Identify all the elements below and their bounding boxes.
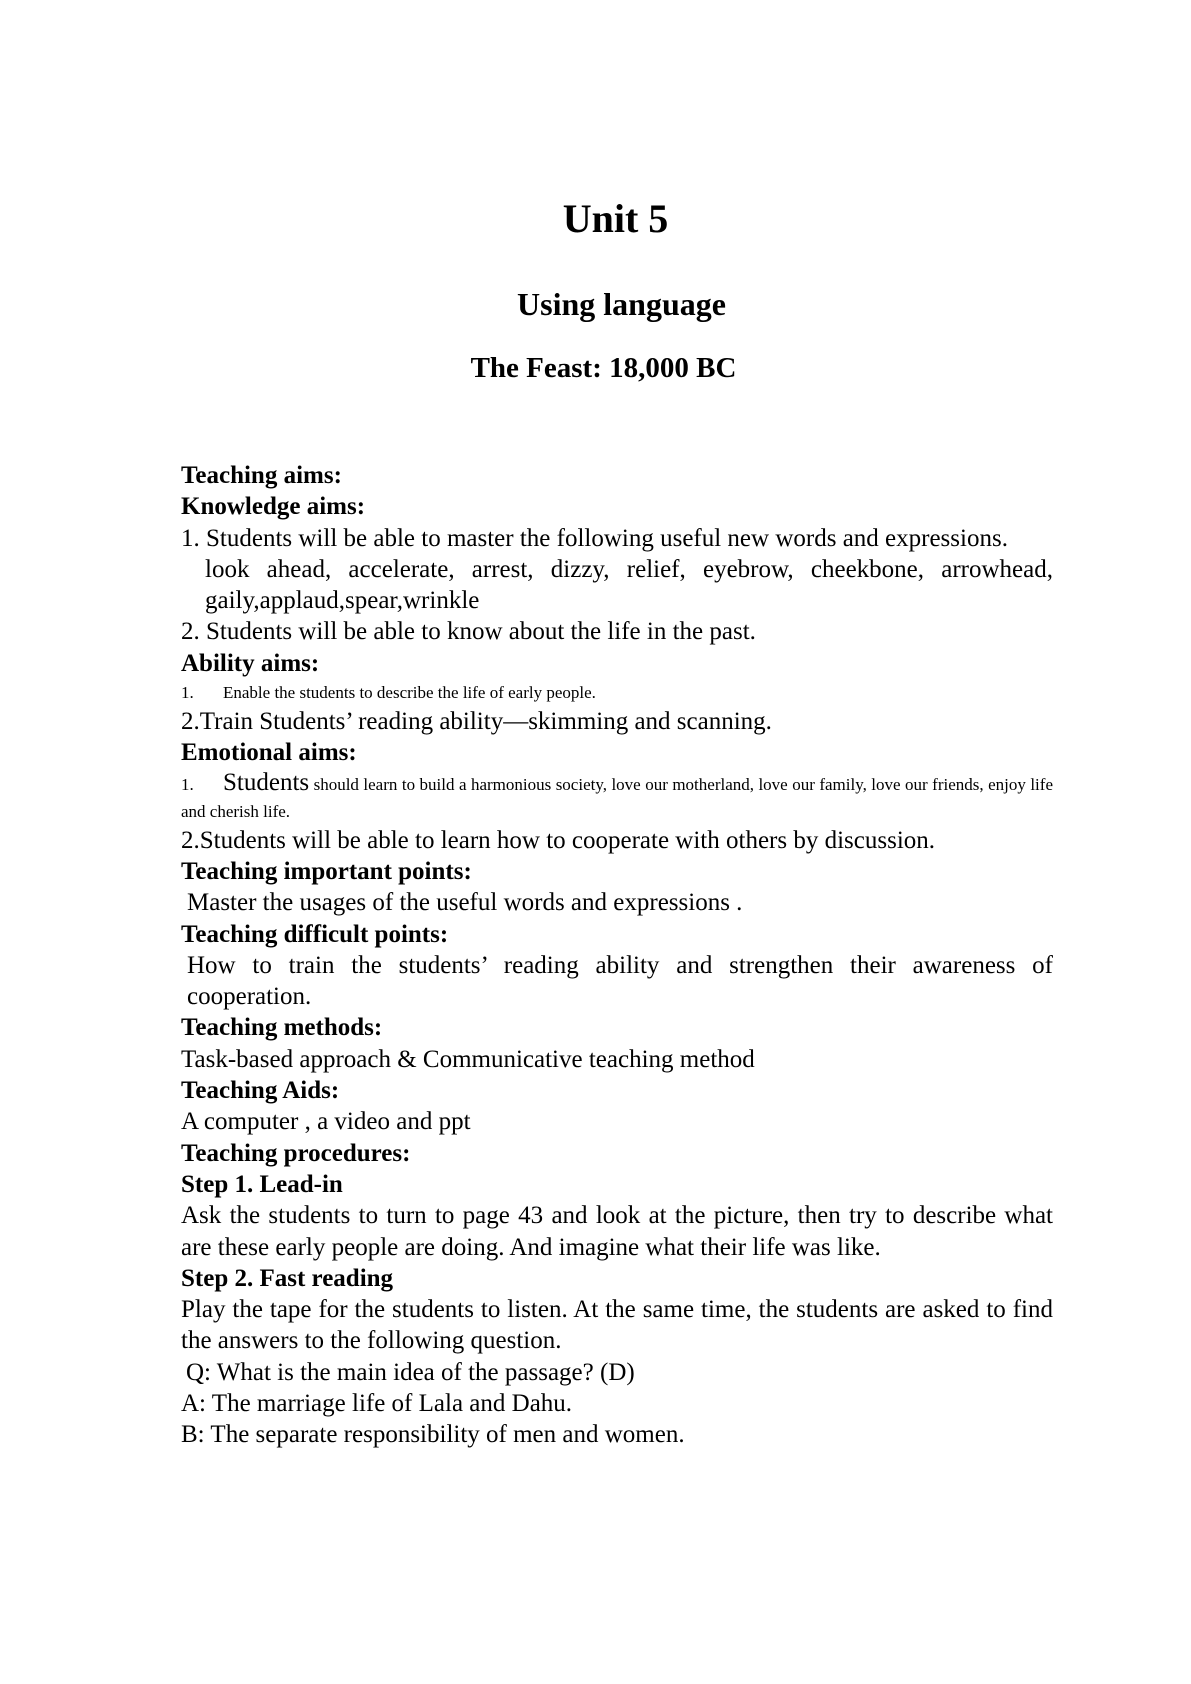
- heading-emotional-aims: Emotional aims:: [181, 739, 357, 767]
- teaching-methods-text: Task-based approach & Communicative teaching method: [181, 1045, 755, 1073]
- heading-ability-aims: Ability aims:: [181, 649, 320, 677]
- option-b: B: The separate responsibility of men and women.: [181, 1421, 685, 1449]
- section-subtitle: Using language: [517, 286, 726, 322]
- ability-aim-1-number: 1.: [181, 683, 194, 703]
- emotional-aim-2: 2.Students will be able to learn how to cooperate with others by discussion.: [181, 826, 936, 854]
- knowledge-aim-2: 2. Students will be able to know about the life in the past.: [181, 618, 756, 646]
- heading-knowledge-aims: Knowledge aims:: [181, 493, 366, 521]
- emotional-aim-1: [181, 769, 1053, 825]
- unit-title: Unit 5: [562, 196, 669, 241]
- vocabulary-list: look ahead, accelerate, arrest, dizzy, relief, eyebrow, cheekbone, arrowhead, gaily,applaud,spear,wrinkle: [205, 555, 1053, 615]
- emotional-aim-1-text: should learn to build a harmonious society, love our motherland, love our family, love our friends, enjoy life and cherish life.: [181, 774, 1053, 821]
- question-text: Q: What is the main idea of the passage? (D): [186, 1358, 635, 1386]
- knowledge-aim-1: 1. Students will be able to master the following useful new words and expressions.: [181, 524, 1008, 552]
- heading-teaching-procedures: Teaching procedures:: [181, 1139, 411, 1167]
- heading-step-2: Step 2. Fast reading: [181, 1264, 394, 1292]
- ability-aim-1: [181, 679, 1053, 706]
- emotional-aim-1-number: 1.: [181, 774, 194, 794]
- important-points-text: Master the usages of the useful words and expressions .: [187, 889, 743, 917]
- heading-teaching-aids: Teaching Aids:: [181, 1077, 340, 1105]
- lesson-title: The Feast: 18,000 BC: [470, 352, 737, 384]
- ability-aim-1-text: Enable the students to describe the life of early people.: [223, 683, 596, 703]
- teaching-aids-text: A computer , a video and ppt: [181, 1108, 471, 1136]
- emotional-aim-1-lead: Students: [223, 768, 310, 796]
- ability-aim-2: 2.Train Students’ reading ability—skimming and scanning.: [181, 708, 772, 736]
- step-2-text: Play the tape for the students to listen. At the same time, the students are asked to find the answers to the following question.: [181, 1296, 1053, 1355]
- heading-step-1: Step 1. Lead-in: [181, 1170, 343, 1198]
- heading-important-points: Teaching important points:: [181, 857, 472, 885]
- lesson-plan-body: [181, 460, 1053, 1451]
- heading-difficult-points: Teaching difficult points:: [181, 920, 449, 948]
- option-a: A: The marriage life of Lala and Dahu.: [181, 1390, 573, 1418]
- step-1-text: Ask the students to turn to page 43 and look at the picture, then try to describe what are these early people are doing. And imagine what their life was like.: [181, 1202, 1053, 1261]
- heading-teaching-methods: Teaching methods:: [181, 1014, 383, 1042]
- difficult-points-text: How to train the students’ reading ability and strengthen their awareness of cooperation.: [187, 951, 1053, 1011]
- heading-teaching-aims: Teaching aims:: [181, 462, 342, 489]
